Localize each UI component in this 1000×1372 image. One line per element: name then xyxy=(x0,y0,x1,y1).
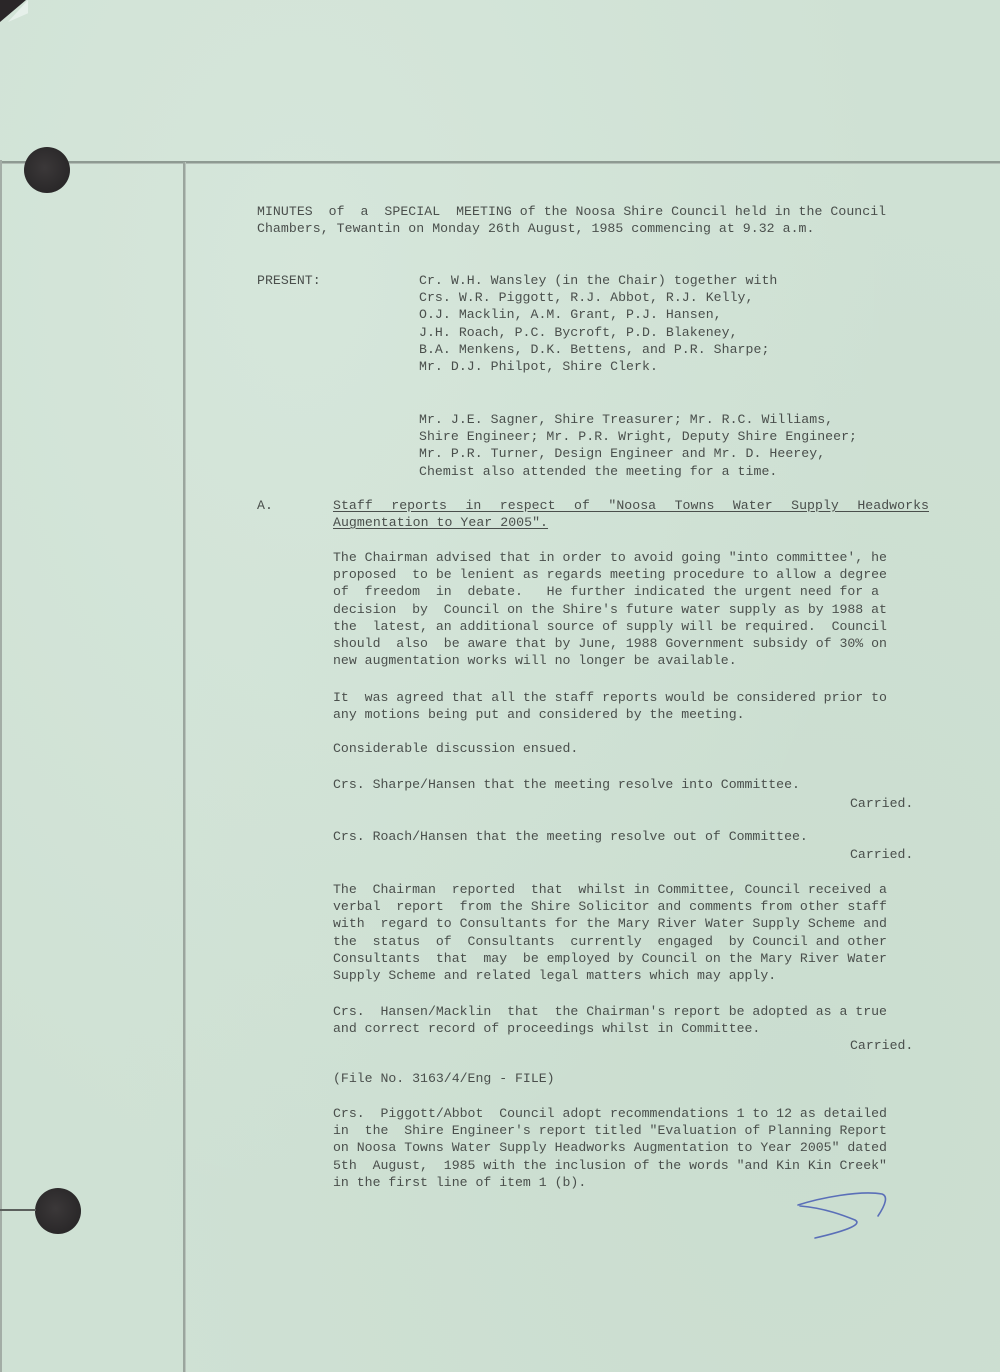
paragraph-line: the status of Consultants currently engaged by Council and other xyxy=(333,933,887,949)
paragraph-line: proposed to be lenient as regards meeting procedure to allow a degree xyxy=(333,567,887,583)
attendee-line: B.A. Menkens, D.K. Bettens, and P.R. Sharpe; xyxy=(419,341,770,357)
attendee-line: Cr. W.H. Wansley (in the Chair) together with xyxy=(419,273,778,288)
signature-initials-icon xyxy=(790,1190,900,1240)
motion-into-committee xyxy=(333,776,929,793)
paragraph-line: should also be aware that by June, 1988 Government subsidy of 30% on xyxy=(333,636,887,652)
paragraph-line: on Noosa Towns Water Supply Headworks Augmentation to Year 2005" dated xyxy=(333,1140,887,1156)
heading-line: MINUTES of a SPECIAL MEETING of the Noosa Shire Council held in the Council xyxy=(257,204,887,219)
also-attended-list xyxy=(419,411,857,480)
heading-line: Chambers, Tewantin on Monday 26th August, 1985 commencing at 9.32 a.m. xyxy=(257,221,815,237)
paragraph-line: Supply Scheme and related legal matters which may apply. xyxy=(333,968,777,984)
paragraph-line: and correct record of proceedings whilst in Committee. xyxy=(333,1021,761,1037)
paragraph-line: (File No. 3163/4/Eng - FILE) xyxy=(333,1071,555,1086)
staff-line: Shire Engineer; Mr. P.R. Wright, Deputy Shire Engineer; xyxy=(419,429,858,445)
item-title-line-1: Staff reports in respect of "Noosa Towns Water Supply Headworks xyxy=(333,498,929,513)
present-label: PRESENT: xyxy=(257,273,321,288)
staff-line: Mr. J.E. Sagner, Shire Treasurer; Mr. R.C. Williams, xyxy=(419,412,834,427)
attendee-line: Crs. W.R. Piggott, R.J. Abbot, R.J. Kelly, xyxy=(419,290,754,306)
item-title-line-2: Augmentation to Year 2005". xyxy=(333,515,549,531)
horizontal-margin-rule xyxy=(0,161,1000,164)
paragraph-line: Considerable discussion ensued. xyxy=(333,741,579,756)
paragraph-discussion xyxy=(333,740,929,757)
attendee-line: Mr. D.J. Philpot, Shire Clerk. xyxy=(419,359,658,375)
paragraph-line: Crs. Sharpe/Hansen that the meeting resolve into Committee. xyxy=(333,777,800,792)
margin-tick-mark xyxy=(0,1209,36,1211)
paragraph-line: Crs. Piggott/Abbot Council adopt recommendations 1 to 12 as detailed xyxy=(333,1106,887,1121)
paragraph-line: with regard to Consultants for the Mary River Water Supply Scheme and xyxy=(333,916,887,932)
paragraph-line: in the first line of item 1 (b). xyxy=(333,1174,587,1190)
vertical-margin-rule xyxy=(183,162,186,1372)
minutes-heading xyxy=(257,203,886,237)
motion-recommendations xyxy=(333,1105,929,1191)
file-reference xyxy=(333,1070,929,1087)
paragraph-chairman-advised xyxy=(333,549,929,669)
paragraph-agreed xyxy=(333,689,929,723)
motion-result: Carried. xyxy=(850,796,914,811)
paragraph-line: any motions being put and considered by the meeting. xyxy=(333,707,745,723)
paragraph-line: 5th August, 1985 with the inclusion of the words "and Kin Kin Creek" xyxy=(333,1157,887,1173)
staff-line: Mr. P.R. Turner, Design Engineer and Mr. D. Heerey, xyxy=(419,446,826,462)
page-left-edge xyxy=(0,160,2,1372)
motion-result: Carried. xyxy=(850,847,914,862)
attendee-line: J.H. Roach, P.C. Bycroft, P.D. Blakeney, xyxy=(419,324,738,340)
paragraph-line: in the Shire Engineer's report titled "Evaluation of Planning Report xyxy=(333,1123,887,1139)
punch-hole-icon xyxy=(24,147,70,193)
motion-result: Carried. xyxy=(850,1038,914,1053)
item-letter: A. xyxy=(257,498,273,513)
present-list xyxy=(419,272,777,375)
attendee-line: O.J. Macklin, A.M. Grant, P.J. Hansen, xyxy=(419,307,722,323)
paragraph-line: the latest, an additional source of supply will be required. Council xyxy=(333,618,887,634)
punch-hole-icon xyxy=(35,1188,81,1234)
motion-out-of-committee xyxy=(333,828,929,845)
paragraph-line: Crs. Hansen/Macklin that the Chairman's report be adopted as a true xyxy=(333,1004,887,1019)
paragraph-line: Crs. Roach/Hansen that the meeting resolve out of Committee. xyxy=(333,829,808,844)
paragraph-line: The Chairman advised that in order to avoid going "into committee', he xyxy=(333,550,887,565)
paragraph-line: verbal report from the Shire Solicitor and comments from other staff xyxy=(333,899,887,915)
paragraph-line: The Chairman reported that whilst in Committee, Council received a xyxy=(333,882,887,897)
paragraph-line: It was agreed that all the staff reports would be considered prior to xyxy=(333,690,887,705)
paragraph-line: of freedom in debate. He further indicated the urgent need for a xyxy=(333,584,880,600)
staff-line: Chemist also attended the meeting for a time. xyxy=(419,463,778,479)
paragraph-line: decision by Council on the Shire's future water supply as by 1988 at xyxy=(333,601,887,617)
paragraph-line: Consultants that may be employed by Council on the Mary River Water xyxy=(333,950,887,966)
paragraph-chairman-reported xyxy=(333,881,929,984)
paragraph-line: new augmentation works will no longer be available. xyxy=(333,653,737,669)
item-title xyxy=(333,497,929,531)
motion-adopt-report xyxy=(333,1003,929,1037)
